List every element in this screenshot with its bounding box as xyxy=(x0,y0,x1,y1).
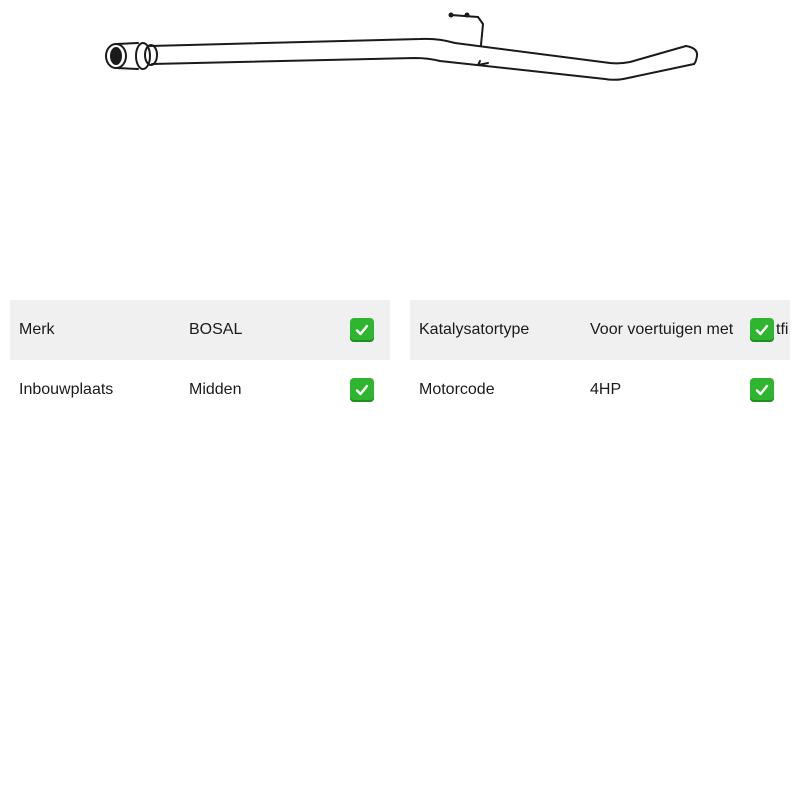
spec-table-left xyxy=(10,300,390,420)
check-icon xyxy=(750,378,774,402)
spec-table-right xyxy=(410,300,790,420)
spec-row-katalysatortype xyxy=(410,300,790,360)
spec-value: 4HP xyxy=(590,381,622,398)
spec-label: Katalysatortype xyxy=(419,321,530,338)
spec-row-motorcode xyxy=(410,360,790,420)
spec-label: Merk xyxy=(19,321,55,338)
spec-label: Inbouwplaats xyxy=(19,381,114,398)
spec-label: Motorcode xyxy=(419,381,495,398)
check-icon xyxy=(350,378,374,402)
exhaust-pipe-icon xyxy=(90,0,710,100)
spec-row-inbouwplaats xyxy=(10,360,390,420)
spec-row-merk xyxy=(10,300,390,360)
check-icon xyxy=(350,318,374,342)
spec-value: Midden xyxy=(189,381,242,398)
check-icon xyxy=(750,318,774,342)
spec-value: BOSAL xyxy=(189,321,243,338)
spec-value: Voor voertuigen met xyxy=(590,321,734,338)
spec-value-overflow: tfi xyxy=(776,321,789,338)
